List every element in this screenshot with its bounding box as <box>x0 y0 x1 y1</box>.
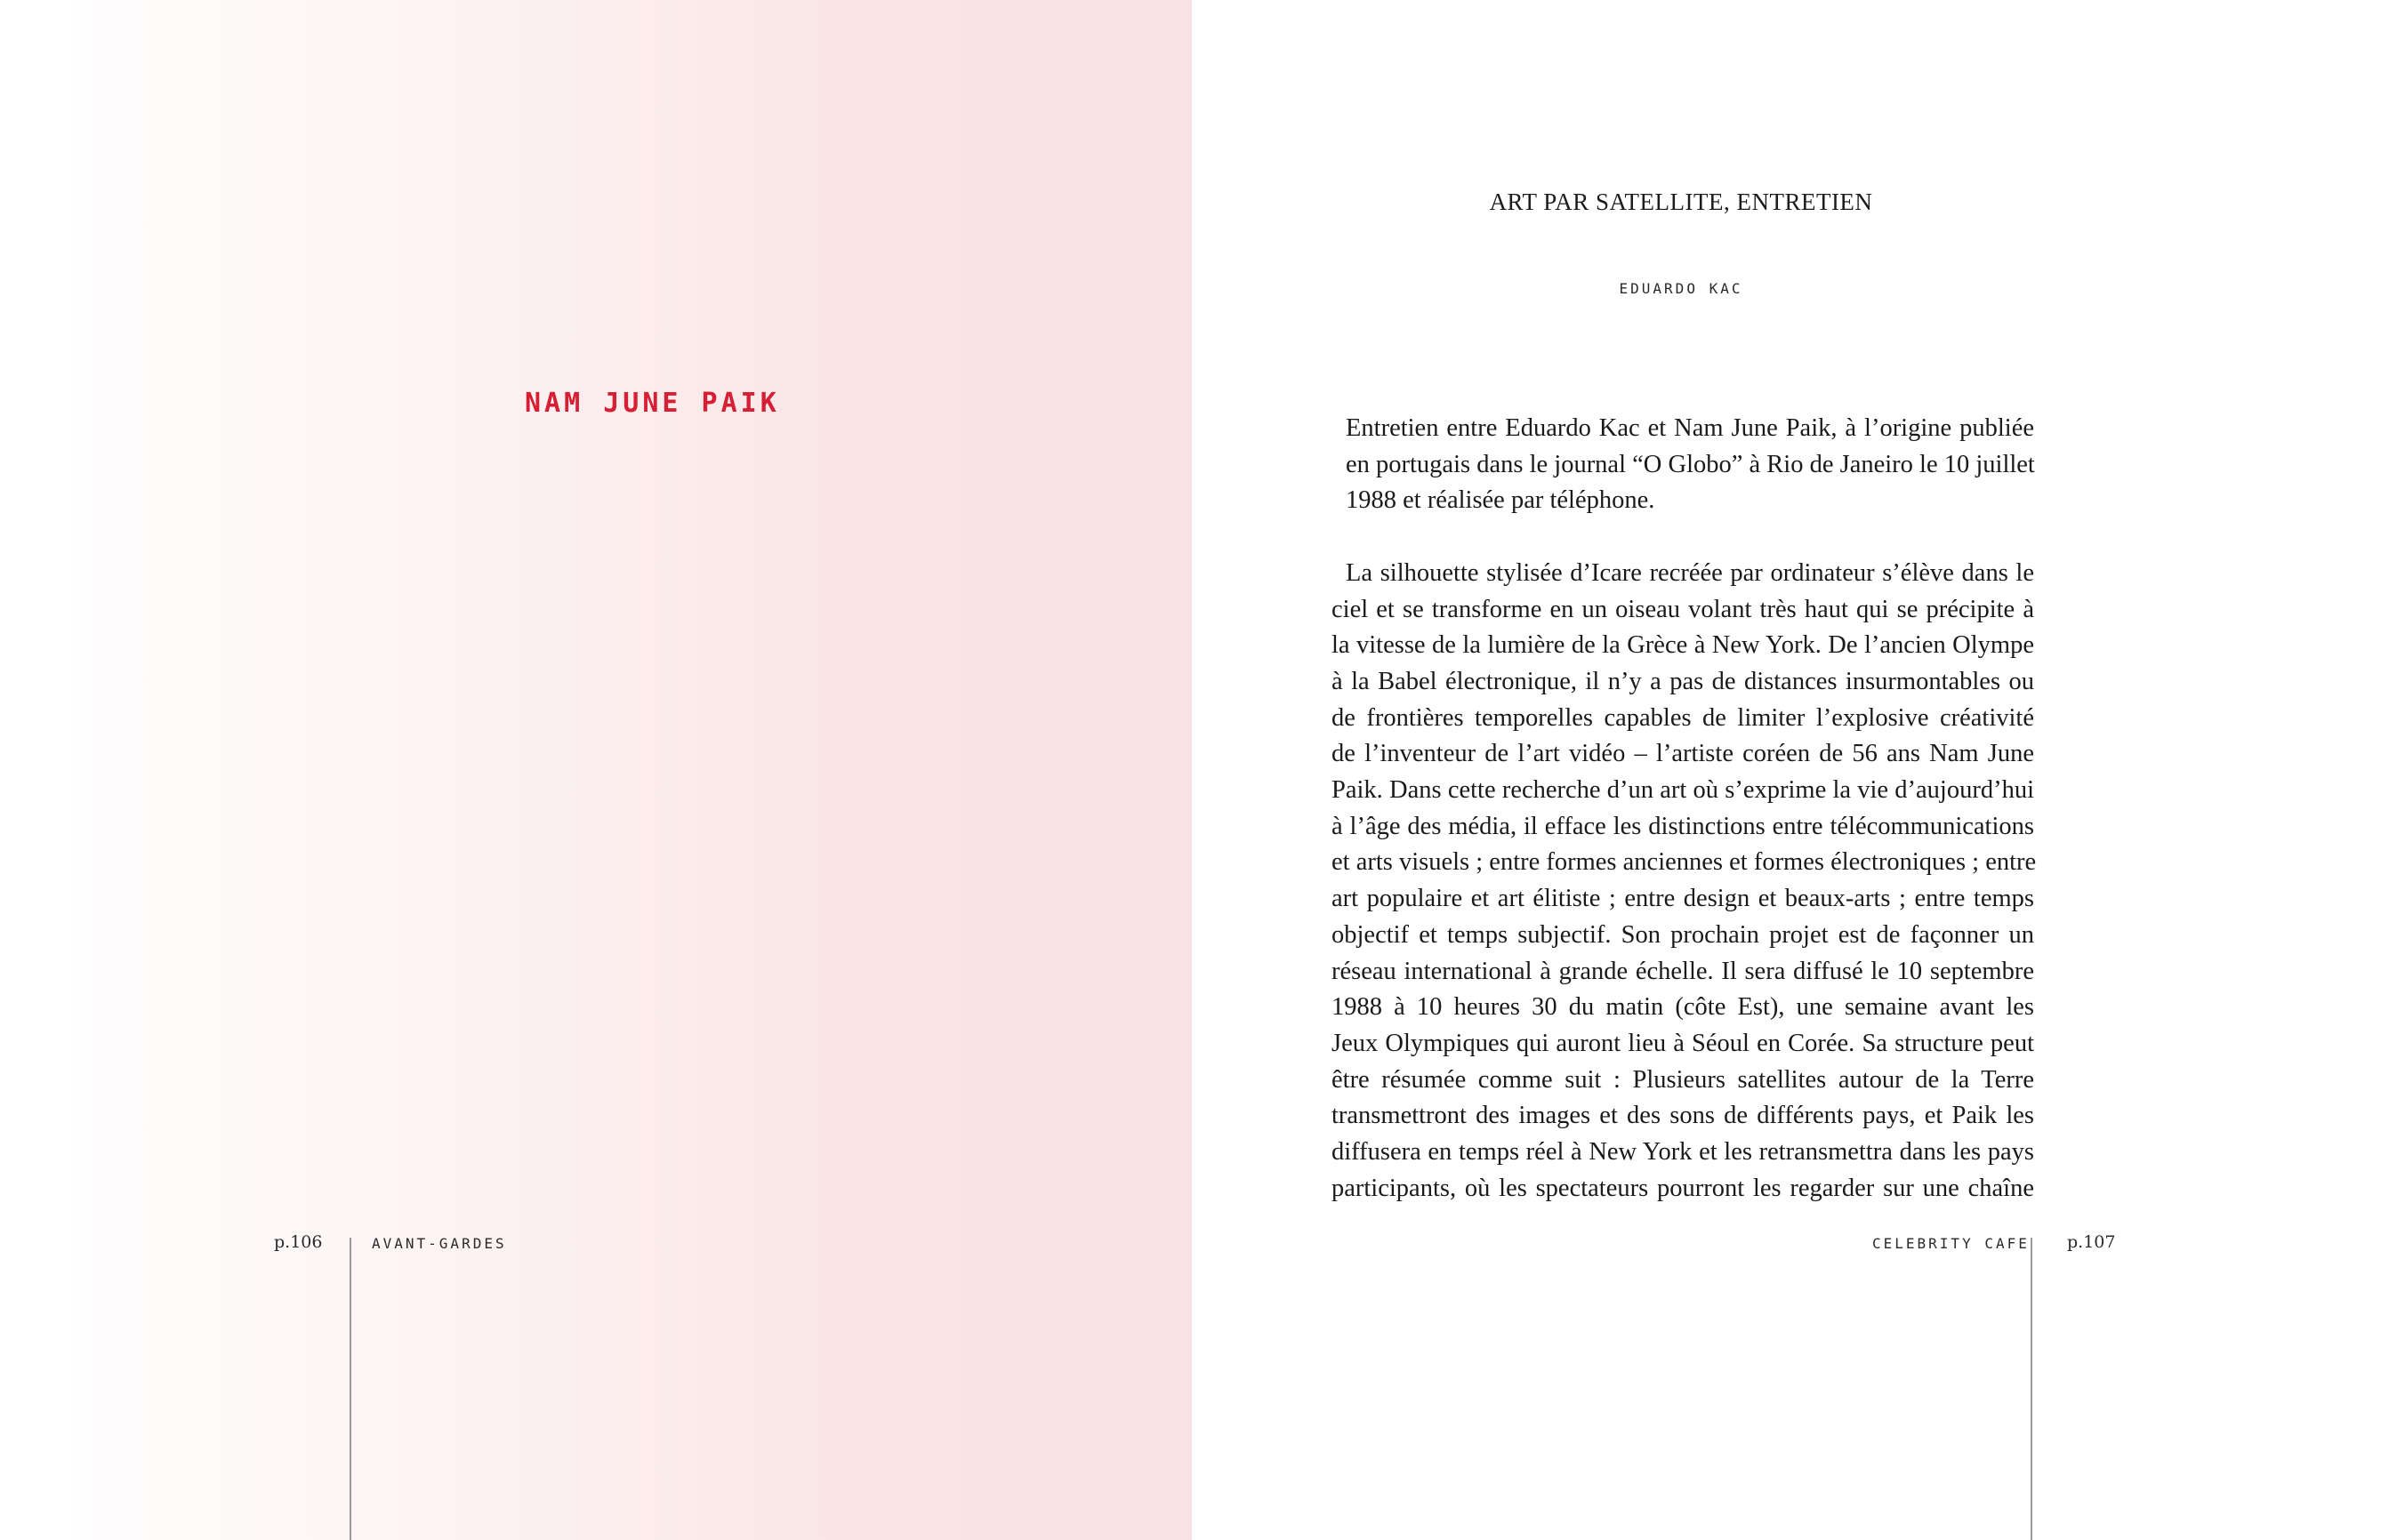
text-line: à l’âge des média, il efface les distinctions entre télécommunications <box>1331 812 2034 840</box>
page-title: NAM JUNE PAIK <box>525 388 780 419</box>
text-line: 1988 à 10 heures 30 du matin (côte Est), une semaine avant les <box>1331 993 2034 1022</box>
text-line: transmettront des images et des sons de différents pays, et Paik les <box>1331 1102 2034 1130</box>
paragraph-main <box>1331 556 2037 1207</box>
text-line: réseau international à grande échelle. Il sera diffusé le 10 septembre <box>1331 957 2034 985</box>
right-footer-rule <box>2031 1238 2032 1540</box>
text-line: participants, où les spectateurs pourront les regarder sur une chaîne <box>1331 1174 2034 1202</box>
right-page-number: p.107 <box>2067 1232 2116 1252</box>
text-line: à la Babel électronique, il n’y a pas de distances insurmontables ou <box>1331 667 2034 695</box>
text-line: en portugais dans le journal “O Globo” à Rio de Janeiro le 10 juillet <box>1346 450 2035 478</box>
text-line: Paik. Dans cette recherche d’un art où s’exprime la vie d’aujourd’hui <box>1331 776 2034 805</box>
text-line: art populaire et art élitiste ; entre design et beaux-arts ; entre temps <box>1331 885 2034 913</box>
text-line: Jeux Olympiques qui auront lieu à Séoul en Corée. Sa structure peut <box>1331 1029 2034 1057</box>
article-title: ART PAR SATELLITE, ENTRETIEN <box>1489 188 1873 215</box>
article-author: EDUARDO KAC <box>1619 280 1743 297</box>
text-line: être résumée comme suit : Plusieurs satellites autour de la Terre <box>1331 1065 2034 1094</box>
left-footer-rule <box>350 1238 351 1540</box>
text-line: diffusera en temps réel à New York et les retransmettra dans les pays <box>1331 1138 2034 1167</box>
article-body <box>1331 411 2037 1207</box>
text-line: de l’inventeur de l’art vidéo – l’artiste coréen de 56 ans Nam June <box>1331 740 2034 768</box>
text-line: ciel et se transforme en un oiseau volant très haut qui se précipite à <box>1331 595 2034 623</box>
text-line: et arts visuels ; entre formes anciennes et formes électroniques ; entre <box>1331 848 2037 877</box>
text-line: 1988 et réalisée par téléphone. <box>1346 486 1655 515</box>
text-line: de frontières temporelles capables de limiter l’explosive créativité <box>1331 703 2034 732</box>
text-line: la vitesse de la lumière de la Grèce à New York. De l’ancien Olympe <box>1331 631 2034 660</box>
text-line: objectif et temps subjectif. Son prochain projet est de façonner un <box>1331 920 2034 949</box>
paragraph-intro <box>1331 411 2034 519</box>
text-line: Entretien entre Eduardo Kac et Nam June Paik, à l’origine publiée <box>1346 414 2034 442</box>
text-line: La silhouette stylisée d’Icare recréée par ordinateur s’élève dans le <box>1346 558 2034 587</box>
left-page-number: p.106 <box>274 1232 323 1252</box>
right-section-label: CELEBRITY CAFE <box>1872 1235 2030 1252</box>
left-section-label: AVANT-GARDES <box>372 1235 507 1252</box>
paragraph-gap <box>1331 519 2034 556</box>
